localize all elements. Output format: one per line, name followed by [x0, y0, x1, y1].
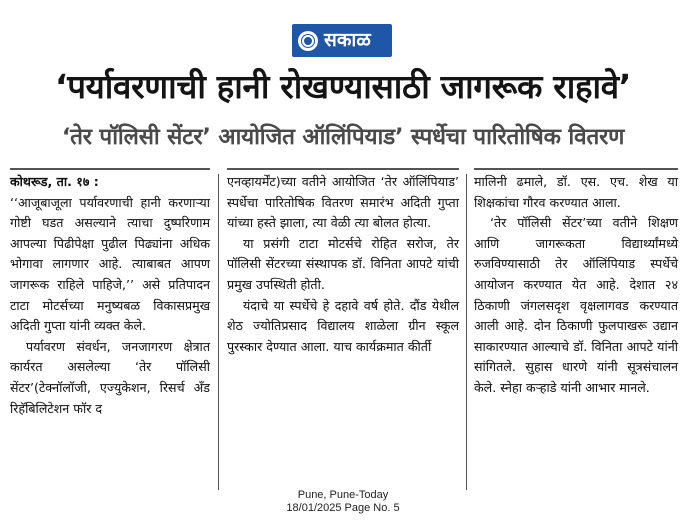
- column-divider-1: [218, 174, 219, 490]
- article-column-2: [227, 172, 459, 357]
- column-rule-3: [474, 168, 678, 170]
- column-3-para-2: ‘तेर पॉलिसी सेंटर’च्या वतीने शिक्षण आणि जागरूकता विद्यार्थ्यांमध्ये रुजविण्यासाठी तेर ऑलिंपियाड स्पर्धेचे आयोजन करण्यात येत आहे. देशात २४ ठिकाणी जंगलसदृश वृक्षलागवड करण्यात आली आहे. दोन ठिकाणी फुलपाखरू उद्यान साकारण्यात आल्याचे डॉ. विनिता आपटे यांनी सांगितले. सुहास धारणे यांनी सूत्रसंचालन केले. स्नेहा कऱ्हाडे यांनी आभार मानले.: [474, 215, 678, 395]
- subheadline: ‘तेर पॉलिसी सेंटर’ आयोजित ऑलिंपियाड’ स्पर्धेचा पारितोषिक वितरण: [61, 124, 625, 150]
- column-1-para-1-text: ‘‘आजूबाजूला पर्यावरणाची हानी करणाऱ्या गोष्टी घडत असल्याने त्याचा दुष्परिणाम आपल्या पिढीपेक्षा पुढील पिढ्यांना अधिक भोगावा लागणार आहे. त्याबाबत आपण जागरूक राहिले पाहिजे,’’ असे प्रतिपादन टाटा मोटर्सच्या मनुष्यबळ विकासप्रमुख अदिती गुप्ता यांनी व्यक्त केले.: [10, 194, 210, 334]
- dateline: कोथरूड, ता. १७ :: [10, 174, 99, 189]
- emblem-icon: [298, 31, 318, 51]
- column-divider-2: [466, 174, 467, 490]
- column-2-para-2: या प्रसंगी टाटा मोटर्सचे रोहित सरोज, तेर पॉलिसी सेंटरच्या संस्थापक डॉ. विनिता आपटे यांची प्रमुख उपस्थिती होती.: [227, 235, 459, 292]
- column-1-para-1: [10, 172, 210, 337]
- column-2-para-1: एनव्हायर्मेंट)च्या वतीने आयोजित ‘तेर ऑलिंपियाड’ स्पर्धेचा पारितोषिक वितरण समारंभ अदिती गुप्ता यांच्या हस्ते झाला, त्या वेळी त्या बोलत होत्या.: [227, 174, 459, 231]
- column-1-para-2: पर्यावरण संवर्धन, जनजागरण क्षेत्रात कार्यरत असलेल्या ‘तेर पॉलिसी सेंटर’(टेक्नॉलॉजी, एज्युकेशन, रिसर्च अँड रिहॅबिलिटेशन फॉर द: [10, 338, 210, 416]
- column-rule-2: [227, 168, 459, 170]
- page-footer: [0, 489, 686, 514]
- article-column-3: [474, 172, 678, 399]
- masthead-logo: [292, 24, 392, 57]
- footer-date-page: 18/01/2025 Page No. 5: [286, 501, 400, 514]
- article-column-1: [10, 172, 210, 419]
- column-2-para-3: यंदाचे या स्पर्धेचे हे दहावे वर्ष होते. दौंड येथील शेठ ज्योतिप्रसाद विद्यालय शाळेला ग्रीन स्कूल पुरस्कार देण्यात आला. याच कार्यक्रमात कीर्ती: [227, 297, 459, 354]
- footer-edition: Pune, Pune-Today: [297, 489, 389, 501]
- column-rule-1: [10, 168, 210, 170]
- masthead-name: सकाळ: [324, 29, 371, 51]
- column-3-para-1: मालिनी ढमाले, डॉ. एस. एच. शेख या शिक्षकांचा गौरव करण्यात आला.: [474, 174, 678, 210]
- headline: ‘पर्यावरणाची हानी रोखण्यासाठी जागरूक राहावे’: [54, 67, 632, 106]
